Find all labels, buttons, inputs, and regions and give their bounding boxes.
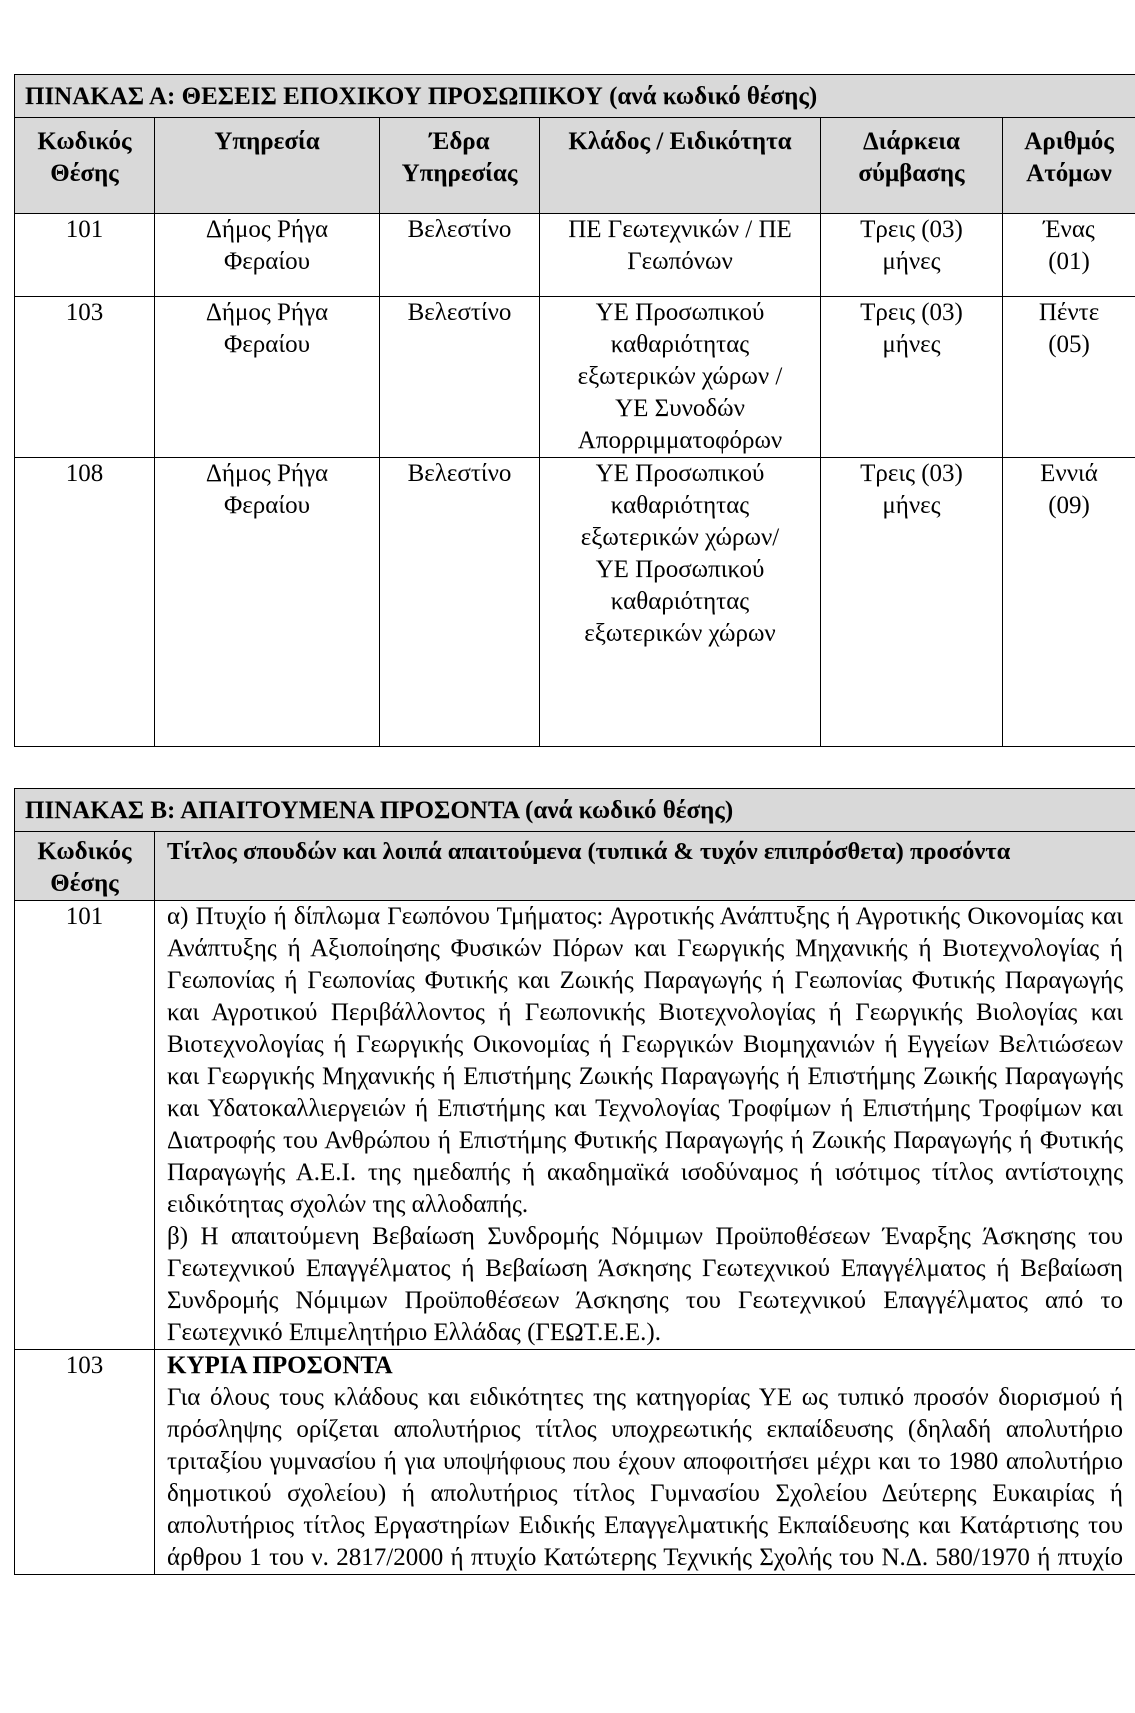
header-count: Αριθμός Ατόμων (1003, 118, 1135, 214)
row-code: 108 (15, 458, 155, 747)
row-code: 103 (15, 297, 155, 458)
row-branch: ΥΕ Προσωπικού καθαριότητας εξωτερικών χώρων/ ΥΕ Προσωπικού καθαριότητας εξωτερικών χώρων (540, 458, 821, 747)
table-b-header-row (15, 832, 1135, 901)
row-seat: Βελεστίνο (380, 297, 540, 458)
header-duration: Διάρκεια σύμβασης (821, 118, 1003, 214)
row-code: 101 (15, 901, 155, 1350)
row-seat: Βελεστίνο (380, 458, 540, 747)
row-branch: ΠΕ Γεωτεχνικών / ΠΕ Γεωπόνων (540, 214, 821, 297)
table-row (15, 901, 1135, 1350)
row-service: Δήμος Ρήγα Φεραίου (155, 297, 380, 458)
header-service: Υπηρεσία (155, 118, 380, 214)
qualification-paragraph-b: β) Η απαιτούμενη Βεβαίωση Συνδρομής Νόμιμων Προϋποθέσεων Έναρξης Άσκησης του Γεωτεχνικού Επαγγέλματος ή Βεβαίωση Άσκησης Γεωτεχνικού Επαγγέλματος ή Βεβαίωση Συνδρομής Νόμιμων Προϋποθέσεων Άσκησης του Γεωτεχνικού Επαγγέλματος από το Γεωτεχνικό Επιμελητήριο Ελλάδας (ΓΕΩΤ.Ε.Ε.). (167, 1223, 1123, 1346)
row-duration: Τρεις (03) μήνες (821, 297, 1003, 458)
table-b (14, 788, 1135, 1575)
row-service: Δήμος Ρήγα Φεραίου (155, 214, 380, 297)
qualification-heading: ΚΥΡΙΑ ΠΡΟΣΟΝΤΑ (167, 1352, 393, 1379)
table-row (15, 214, 1135, 297)
qualification-paragraph-a: α) Πτυχίο ή δίπλωμα Γεωπόνου Τμήματος: Αγροτικής Ανάπτυξης ή Αγροτικής Οικονομίας και Ανάπτυξης ή Αξιοποίησης Φυσικών Πόρων και Γεωργικής Μηχανικής ή Βιοτεχνολογίας ή Γεωπονίας ή Γεωπονίας Φυτικής και Ζωικής Παραγωγής ή Γεωπονίας Φυτικής Παραγωγής και Αγροτικού Περιβάλλοντος ή Γεωπονικής Βιοτεχνολογίας ή Γεωργικής Βιολογίας και Βιοτεχνολογίας ή Γεωργικής Οικονομίας ή Γεωργικών Βιομηχανιών ή Εγγείων Βελτιώσεων και Γεωργικής Μηχανικής ή Επιστήμης Ζωικής Παραγωγής ή Επιστήμης Ζωικής Παραγωγής και Υδατοκαλλιεργειών ή Επιστήμης και Τεχνολογίας Τροφίμων ή Επιστήμης Τροφίμων και Διατροφής του Ανθρώπου ή Επιστήμης Φυτικής Παραγωγής ή Ζωικής Παραγωγής ή Φυτικής Παραγωγής Α.Ε.Ι. της ημεδαπής ή ακαδημαϊκά ισοδύναμος ή ισότιμος τίτλος αντίστοιχης ειδικότητας σχολών της αλλοδαπής. (167, 903, 1123, 1218)
table-a-header-row (15, 118, 1135, 214)
row-service: Δήμος Ρήγα Φεραίου (155, 458, 380, 747)
row-count: Ένας (01) (1003, 214, 1135, 297)
table-row (15, 1350, 1135, 1575)
header-code: Κωδικός Θέσης (15, 832, 155, 901)
table-b-title: ΠΙΝΑΚΑΣ Β: ΑΠΑΙΤΟΥΜΕΝΑ ΠΡΟΣΟΝΤΑ (ανά κωδικό θέσης) (15, 789, 1135, 832)
row-qualifications (155, 901, 1135, 1350)
table-a-title: ΠΙΝΑΚΑΣ Α: ΘΕΣΕΙΣ ΕΠΟΧΙΚΟΥ ΠΡΟΣΩΠΙΚΟΥ (ανά κωδικό θέσης) (15, 75, 1135, 118)
table-b-title-row (15, 789, 1135, 832)
qualification-paragraph: Για όλους τους κλάδους και ειδικότητες της κατηγορίας ΥΕ ως τυπικό προσόν διορισμού ή πρόσληψης ορίζεται απολυτήριος τίτλος υποχρεωτικής εκπαίδευσης (δηλαδή απολυτήριο τριταξίου γυμνασίου ή για υποψήφιους που έχουν αποφοιτήσει μέχρι και το 1980 απολυτήριο δημοτικού σχολείου) ή απολυτήριος τίτλος Γυμνασίου Σχολείου Δεύτερης Ευκαιρίας ή απολυτήριος τίτλος Εργαστηρίων Ειδικής Επαγγελματικής Εκπαίδευσης και Κατάρτισης του άρθρου 1 του ν. 2817/2000 ή πτυχίο Κατώτερης Τεχνικής Σχολής του Ν.Δ. 580/1970 ή πτυχίο (167, 1384, 1123, 1571)
table-row (15, 297, 1135, 458)
table-a-title-row (15, 75, 1135, 118)
row-duration: Τρεις (03) μήνες (821, 214, 1003, 297)
header-qualifications: Τίτλος σπουδών και λοιπά απαιτούμενα (τυπικά & τυχόν επιπρόσθετα) προσόντα (155, 832, 1135, 901)
row-code: 103 (15, 1350, 155, 1575)
header-seat: Έδρα Υπηρεσίας (380, 118, 540, 214)
row-qualifications (155, 1350, 1135, 1575)
row-seat: Βελεστίνο (380, 214, 540, 297)
row-count: Εννιά (09) (1003, 458, 1135, 747)
header-code: Κωδικός Θέσης (15, 118, 155, 214)
row-code: 101 (15, 214, 155, 297)
header-branch: Κλάδος / Ειδικότητα (540, 118, 821, 214)
table-a (14, 74, 1135, 747)
row-duration: Τρεις (03) μήνες (821, 458, 1003, 747)
table-row (15, 458, 1135, 747)
row-count: Πέντε (05) (1003, 297, 1135, 458)
row-branch: ΥΕ Προσωπικού καθαριότητας εξωτερικών χώρων / ΥΕ Συνοδών Απορριμματοφόρων (540, 297, 821, 458)
